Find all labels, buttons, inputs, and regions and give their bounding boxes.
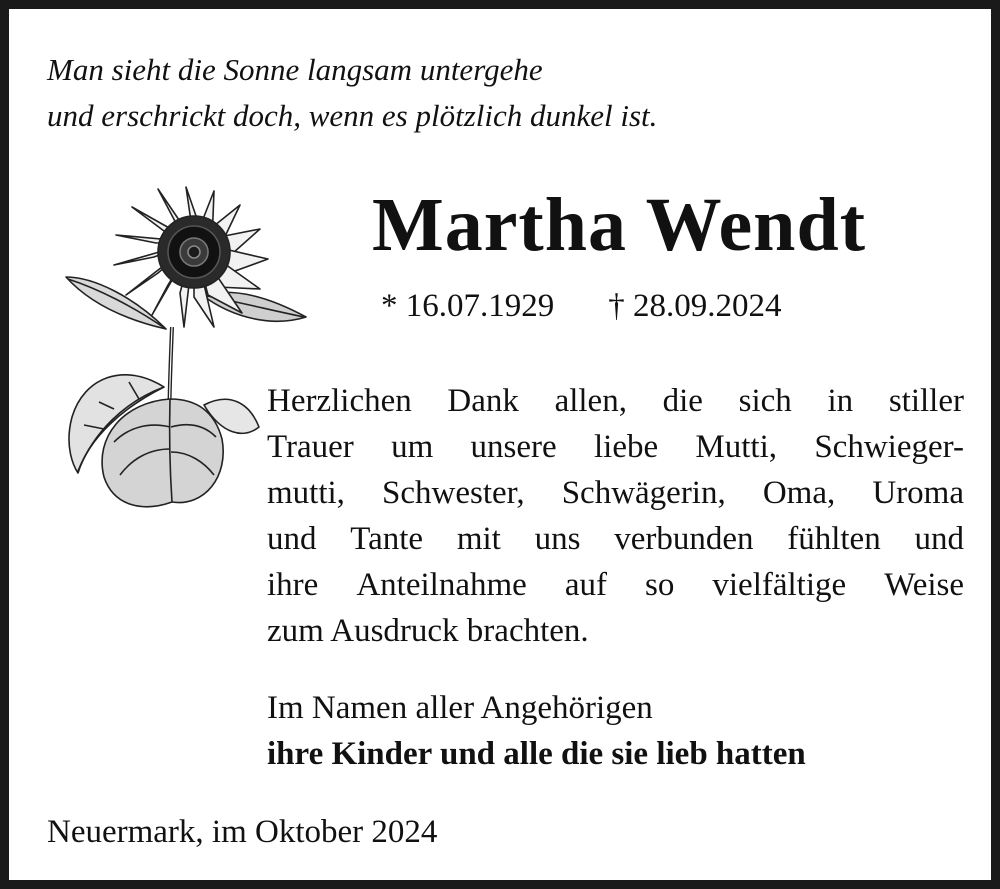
word: ihre (267, 567, 319, 603)
word: unsere (470, 429, 557, 465)
thanks-line (267, 470, 964, 516)
thanks-line (267, 516, 964, 562)
closing-signers: ihre Kinder und alle die sie lieb hatten (267, 736, 806, 772)
word: in (827, 383, 854, 419)
word: verbunden (614, 521, 754, 557)
word: uns (534, 521, 581, 557)
thanks-line (267, 424, 964, 470)
word: Weise (884, 567, 964, 603)
word: fühlten (787, 521, 881, 557)
word: sich (738, 383, 792, 419)
birth-date: * 16.07.1929 (381, 288, 555, 324)
word: und (267, 521, 317, 557)
word: liebe (593, 429, 659, 465)
word: und (914, 521, 964, 557)
thanks-paragraph (267, 378, 964, 654)
word: stiller (888, 383, 964, 419)
motto-line: und erschrickt doch, wenn es plötzlich dunkel ist. (47, 98, 658, 133)
thanks-line (267, 608, 964, 654)
closing-intro: Im Namen aller Angehörigen (267, 690, 653, 726)
place-date: Neuermark, im Oktober 2024 (47, 814, 438, 850)
word: Uroma (872, 475, 964, 511)
thanks-line (267, 562, 964, 608)
word: Oma, (762, 475, 836, 511)
word: Schwester, (382, 475, 525, 511)
word: mit (456, 521, 501, 557)
thanks-line (267, 378, 964, 424)
word: mutti, (267, 475, 345, 511)
word: allen, (554, 383, 627, 419)
word: Dank (447, 383, 519, 419)
word: Herzlichen (267, 383, 412, 419)
word: Tante (350, 521, 424, 557)
word: zum Ausdruck brachten. (267, 613, 589, 649)
motto-line: Man sieht die Sonne langsam untergehe (47, 52, 543, 87)
word: um (391, 429, 434, 465)
word: Trauer (267, 429, 354, 465)
life-dates (381, 284, 782, 328)
word: Anteilnahme (356, 567, 527, 603)
word: Schwägerin, (561, 475, 726, 511)
death-date: † 28.09.2024 (608, 288, 782, 324)
motto-quote (47, 47, 657, 139)
word: auf (564, 567, 607, 603)
deceased-name: Martha Wendt (371, 183, 867, 267)
word: Schwieger- (814, 429, 964, 465)
word: die (662, 383, 703, 419)
closing-signature (267, 685, 806, 777)
word: so (645, 567, 675, 603)
word: vielfältige (712, 567, 847, 603)
word: Mutti, (695, 429, 778, 465)
